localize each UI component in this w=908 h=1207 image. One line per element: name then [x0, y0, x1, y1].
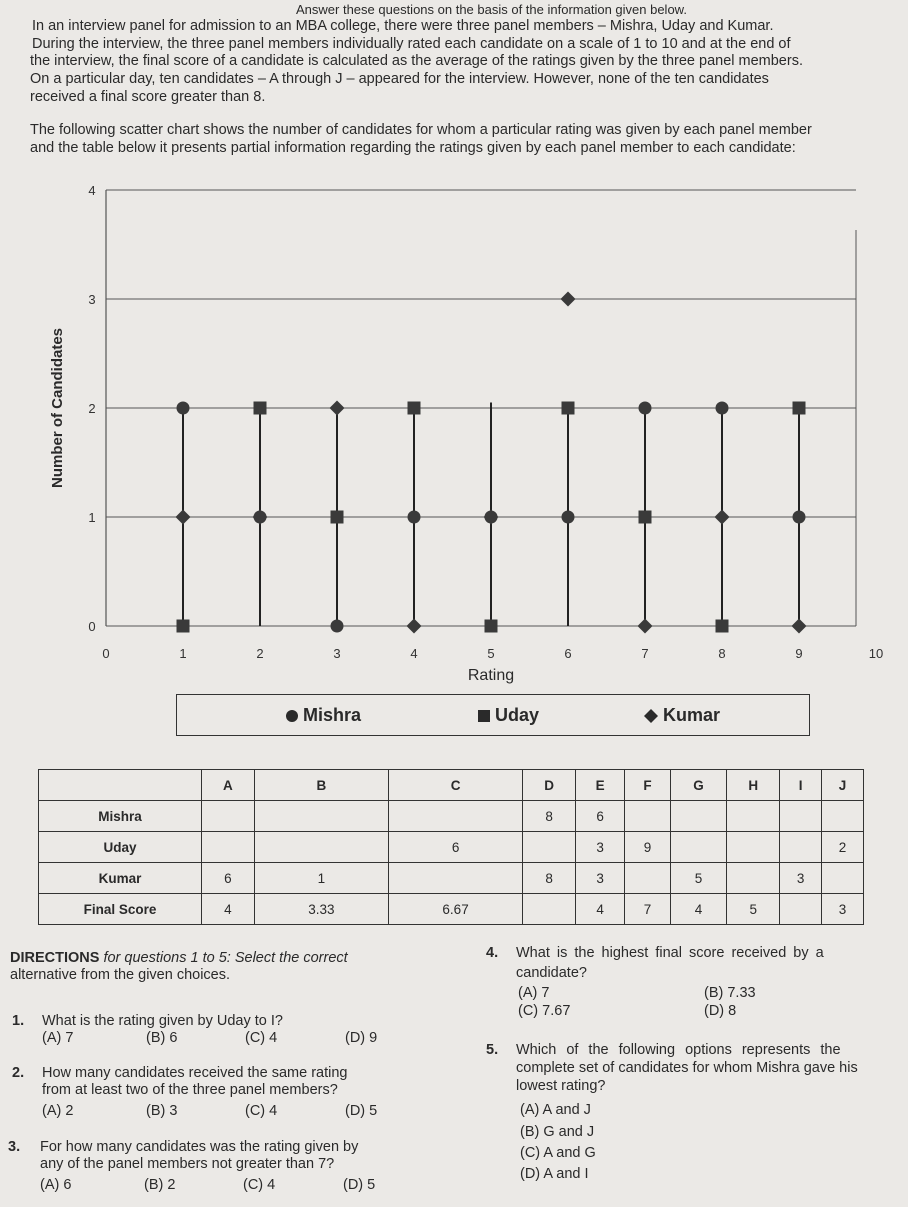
question-number: 3.: [8, 1139, 21, 1155]
chart-legend: [176, 694, 810, 736]
table-cell: 3: [822, 894, 864, 925]
mishra-point: [793, 511, 806, 524]
question-text: lowest rating?: [516, 1078, 606, 1094]
table-row: [39, 801, 864, 832]
table-cell: [727, 863, 780, 894]
option-a[interactable]: (A) 2: [42, 1103, 74, 1119]
option-c[interactable]: (C) 4: [245, 1030, 278, 1046]
chart-intro-line-2: and the table below it presents partial information regarding the ratings given by each panel member to each candidate:: [30, 140, 796, 156]
x-tick-label: 1: [179, 646, 187, 661]
uday-point: [562, 402, 575, 415]
table-cell: [822, 801, 864, 832]
table-cell: 4: [670, 894, 727, 925]
table-row: [39, 832, 864, 863]
uday-point: [485, 620, 498, 633]
question-text: from at least two of the three panel members?: [42, 1082, 338, 1098]
table-cell: 4: [576, 894, 625, 925]
directions-text: for questions 1 to 5: Select the correct: [99, 950, 348, 966]
kumar-point: [638, 619, 653, 634]
mishra-point: [177, 402, 190, 415]
option-d[interactable]: (D) 9: [345, 1030, 378, 1046]
option-d[interactable]: (D) 8: [704, 1003, 737, 1019]
table-header-row: [39, 770, 864, 801]
y-tick-label: 2: [88, 401, 96, 416]
legend-uday-label: Uday: [495, 705, 540, 725]
y-tick-label: 0: [88, 619, 96, 634]
table-cell: 5: [727, 894, 780, 925]
legend-mishra: [285, 705, 361, 726]
table-row: [39, 863, 864, 894]
question-number: 2.: [12, 1065, 25, 1081]
table-cell: [670, 801, 727, 832]
table-cell: [670, 832, 727, 863]
table-cell: 3: [780, 863, 822, 894]
col-header: B: [254, 770, 388, 801]
x-tick-label: 10: [868, 646, 884, 661]
directions: [10, 950, 348, 984]
kumar-point: [561, 292, 576, 307]
kumar-point: [253, 510, 268, 525]
option-c[interactable]: (C) 4: [245, 1103, 278, 1119]
option-c[interactable]: (C) 7.67: [518, 1003, 571, 1019]
table-cell: [254, 832, 388, 863]
kumar-point: [484, 510, 499, 525]
table-cell: [625, 801, 670, 832]
col-header: C: [389, 770, 523, 801]
table-cell: 6.67: [389, 894, 523, 925]
legend-kumar-label: Kumar: [663, 705, 721, 725]
table-cell: 7: [625, 894, 670, 925]
option-d[interactable]: (D) A and I: [520, 1166, 589, 1182]
question-2: [12, 1065, 348, 1098]
mishra-point: [562, 511, 575, 524]
col-header: E: [576, 770, 625, 801]
table-cell: [389, 801, 523, 832]
mishra-point: [639, 402, 652, 415]
table-cell: [780, 801, 822, 832]
uday-point: [408, 402, 421, 415]
uday-point: [331, 511, 344, 524]
question-4: [486, 945, 894, 981]
option-a[interactable]: (A) 7: [42, 1030, 74, 1046]
question-5: [486, 1042, 894, 1094]
question-text: How many candidates received the same rating: [42, 1065, 348, 1081]
col-header: D: [523, 770, 576, 801]
ratings-table: [38, 769, 864, 925]
question-3: [8, 1139, 359, 1172]
option-b[interactable]: (B) G and J: [520, 1124, 595, 1140]
square-marker-icon: [477, 709, 491, 723]
table-cell: [389, 863, 523, 894]
y-tick-label: 3: [88, 292, 96, 307]
question-text: complete set of candidates for whom Mishra gave his: [516, 1060, 858, 1076]
mishra-point: [408, 511, 421, 524]
table-cell: 6: [202, 863, 255, 894]
kumar-point: [407, 619, 422, 634]
col-header: G: [670, 770, 727, 801]
x-tick-label: 5: [487, 646, 495, 661]
option-b[interactable]: (B) 7.33: [704, 985, 756, 1001]
kumar-point: [176, 510, 191, 525]
option-c[interactable]: (C) 4: [243, 1177, 276, 1193]
table-cell: 4: [202, 894, 255, 925]
x-tick-label: 3: [333, 646, 341, 661]
option-a[interactable]: (A) 7: [518, 985, 550, 1001]
table-corner: [39, 770, 202, 801]
col-header: H: [727, 770, 780, 801]
table-cell: 2: [822, 832, 864, 863]
option-b[interactable]: (B) 2: [144, 1177, 176, 1193]
kumar-point: [330, 401, 345, 416]
x-tick-label: 2: [256, 646, 264, 661]
question-text: What is the rating given by Uday to I?: [42, 1013, 283, 1029]
question-text: For how many candidates was the rating given by: [40, 1139, 359, 1155]
question-text: any of the panel members not greater than 7?: [40, 1156, 335, 1172]
col-header: A: [202, 770, 255, 801]
option-a[interactable]: (A) 6: [40, 1177, 72, 1193]
row-label: Mishra: [39, 801, 202, 832]
uday-point: [254, 402, 267, 415]
question-text: candidate?: [516, 965, 587, 981]
x-tick-label: 7: [641, 646, 649, 661]
legend-kumar: [643, 705, 720, 726]
question-number: 5.: [486, 1042, 499, 1058]
table-cell: 3: [576, 832, 625, 863]
table-cell: 3: [576, 863, 625, 894]
row-label: Kumar: [39, 863, 202, 894]
diamond-marker-icon: [643, 708, 659, 724]
table-row: [39, 894, 864, 925]
table-cell: [523, 894, 576, 925]
y-axis-label: Number of Candidates: [49, 327, 66, 489]
table-cell: 6: [576, 801, 625, 832]
legend-uday: [477, 705, 539, 726]
mishra-point: [331, 620, 344, 633]
y-tick-label: 4: [88, 183, 96, 198]
x-tick-label: 4: [410, 646, 418, 661]
table-cell: [202, 801, 255, 832]
table-cell: [254, 801, 388, 832]
table-cell: [202, 832, 255, 863]
col-header: J: [822, 770, 864, 801]
option-a[interactable]: (A) A and J: [520, 1102, 591, 1118]
intro-line-3: the interview, the final score of a candidate is calculated as the average of the ratings given by the three panel members.: [30, 53, 803, 69]
table-cell: [780, 894, 822, 925]
table-cell: 1: [254, 863, 388, 894]
question-text: What is the highest final score received by a: [516, 945, 824, 961]
uday-point: [793, 402, 806, 415]
table-cell: [822, 863, 864, 894]
intro-line-1: In an interview panel for admission to an MBA college, there were three panel members – Mishra, Uday and Kumar.: [32, 18, 774, 34]
kumar-point: [715, 510, 730, 525]
uday-point: [639, 511, 652, 524]
table-cell: [727, 832, 780, 863]
question-text: Which of the following options represents the: [516, 1042, 841, 1058]
table-cell: [727, 801, 780, 832]
x-tick-label: 9: [795, 646, 803, 661]
table-cell: [625, 863, 670, 894]
section-header: Answer these questions on the basis of the information given below.: [296, 2, 687, 17]
x-tick-label: 0: [102, 646, 110, 661]
option-c[interactable]: (C) A and G: [520, 1145, 596, 1161]
col-header: I: [780, 770, 822, 801]
circle-marker-icon: [285, 709, 299, 723]
table-cell: [523, 832, 576, 863]
intro-line-5: received a final score greater than 8.: [30, 89, 266, 105]
table-cell: 8: [523, 863, 576, 894]
mishra-point: [716, 402, 729, 415]
intro-line-4: On a particular day, ten candidates – A through J – appeared for the interview. However, none of the ten candidates: [30, 71, 769, 87]
table-cell: 8: [523, 801, 576, 832]
y-tick-label: 1: [88, 510, 96, 525]
x-tick-label: 6: [564, 646, 572, 661]
kumar-point: [792, 619, 807, 634]
question-number: 1.: [12, 1013, 25, 1029]
option-d[interactable]: (D) 5: [343, 1177, 376, 1193]
intro-line-2: During the interview, the three panel members individually rated each candidate on a scale of 1 to 10 and at the end of: [32, 36, 791, 52]
chart-intro-line-1: The following scatter chart shows the number of candidates for whom a particular rating was given by each panel member: [30, 122, 812, 138]
table-cell: 9: [625, 832, 670, 863]
question-1: [12, 1013, 283, 1030]
option-d[interactable]: (D) 5: [345, 1103, 378, 1119]
row-label: Uday: [39, 832, 202, 863]
legend-mishra-label: Mishra: [303, 705, 362, 725]
uday-point: [177, 620, 190, 633]
option-b[interactable]: (B) 6: [146, 1030, 178, 1046]
question-number: 4.: [486, 945, 499, 961]
x-axis-label: Rating: [467, 667, 515, 684]
table-cell: [780, 832, 822, 863]
table-cell: 6: [389, 832, 523, 863]
x-tick-label: 8: [718, 646, 726, 661]
uday-point: [716, 620, 729, 633]
directions-lead: DIRECTIONS: [10, 950, 100, 966]
table-cell: 5: [670, 863, 727, 894]
col-header: F: [625, 770, 670, 801]
option-b[interactable]: (B) 3: [146, 1103, 178, 1119]
table-cell: 3.33: [254, 894, 388, 925]
row-label: Final Score: [39, 894, 202, 925]
directions-text-2: alternative from the given choices.: [10, 967, 231, 983]
